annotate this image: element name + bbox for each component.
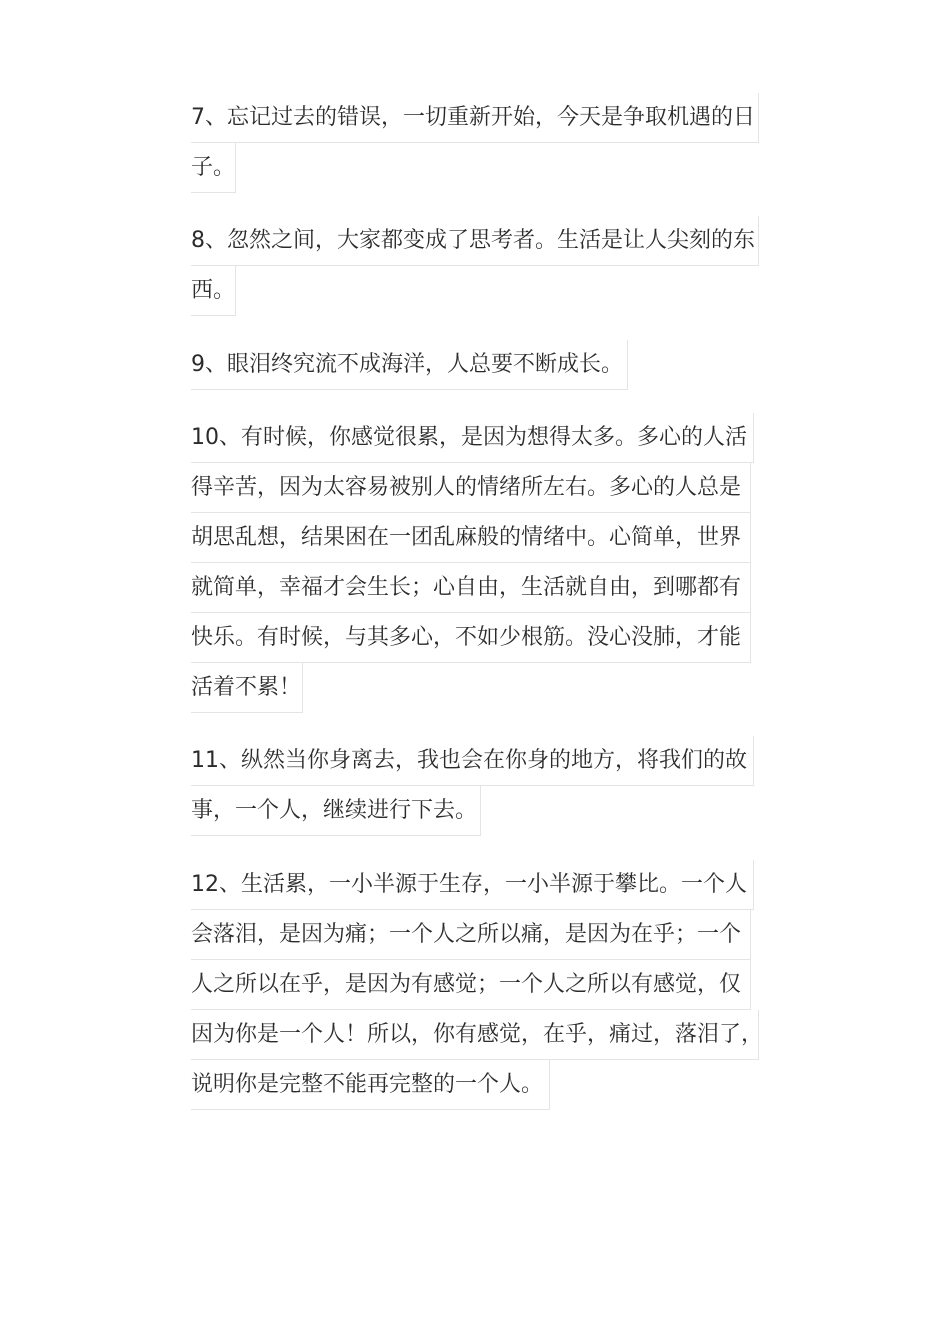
text-line: 就简单，幸福才会生长；心自由，生活就自由，到哪都有 — [191, 563, 751, 613]
text-line: 12、生活累，一小半源于生存，一小半源于攀比。一个人 — [191, 860, 754, 910]
paragraph-item-9 — [191, 340, 628, 390]
text-line: 快乐。有时候，与其多心，不如少根筋。没心没肺，才能 — [191, 613, 751, 663]
paragraph-item-12 — [191, 860, 764, 1110]
paragraph-item-10 — [191, 413, 754, 713]
text-line: 因为你是一个人！所以，你有感觉，在乎，痛过，落泪了， — [191, 1010, 759, 1060]
text-line: 7、忘记过去的错误，一切重新开始，今天是争取机遇的日 — [191, 93, 759, 143]
text-line: 子。 — [191, 143, 236, 193]
text-line: 说明你是完整不能再完整的一个人。 — [191, 1060, 550, 1110]
text-line: 9、眼泪终究流不成海洋，人总要不断成长。 — [191, 340, 628, 390]
paragraph-item-7 — [191, 93, 759, 193]
text-line: 会落泪，是因为痛；一个人之所以痛，是因为在乎；一个 — [191, 910, 751, 960]
paragraph-item-11 — [191, 736, 754, 836]
text-line: 事，一个人，继续进行下去。 — [191, 786, 481, 836]
text-line: 活着不累！ — [191, 663, 303, 713]
text-line: 8、忽然之间，大家都变成了思考者。生活是让人尖刻的东 — [191, 216, 759, 266]
paragraph-item-8 — [191, 216, 759, 316]
text-line: 得辛苦，因为太容易被别人的情绪所左右。多心的人总是 — [191, 463, 751, 513]
text-line: 11、纵然当你身离去，我也会在你身的地方，将我们的故 — [191, 736, 754, 786]
text-line: 西。 — [191, 266, 236, 316]
text-line: 胡思乱想，结果困在一团乱麻般的情绪中。心简单，世界 — [191, 513, 751, 563]
text-line: 人之所以在乎，是因为有感觉；一个人之所以有感觉，仅 — [191, 960, 751, 1010]
text-line: 10、有时候，你感觉很累，是因为想得太多。多心的人活 — [191, 413, 754, 463]
